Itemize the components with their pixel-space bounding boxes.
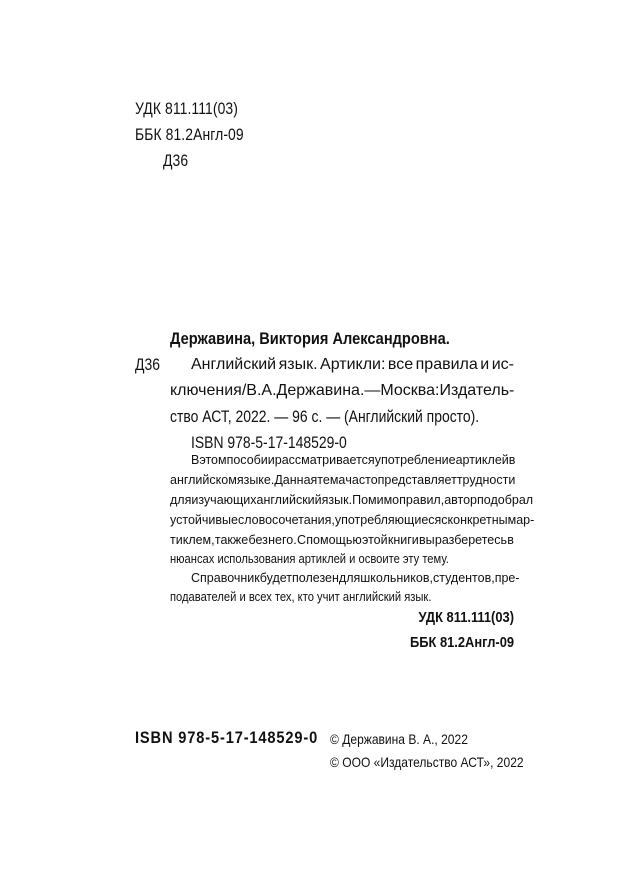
word: В [191,453,200,467]
word: правил, [399,493,445,507]
word: него. [268,533,297,547]
word: — [364,382,381,399]
word: Справочник [191,571,260,585]
word: Москва [380,382,436,399]
word: разберетесь [434,533,507,547]
abstract-line: подавателей и всех тех, кто учит английский язык. [170,589,432,604]
word: ар- [516,513,535,527]
word: Издатель- [439,382,515,399]
abstract-line [170,532,514,548]
catalog-isbn: ISBN 978-5-17-148529-0 [191,433,347,452]
word: тема [317,473,346,487]
catalog-line-3: ство АСТ, 2022. — 96 с. — (Английский просто). [170,407,480,426]
word: часто [345,473,378,487]
footer-isbn: ISBN 978-5-17-148529-0 [135,728,319,747]
classification-udk: УДК 811.111(03) [418,609,514,626]
word: также [214,533,249,547]
word: трудности [456,473,516,487]
word: употребление [374,453,456,467]
word: для [338,571,361,585]
word: английском [170,473,237,487]
word: словосочетания, [237,513,335,527]
word: без [248,533,268,547]
header-bbk: ББК 81.2Англ-09 [135,125,244,144]
word: правила [415,356,478,373]
word: Артикли: [320,356,386,373]
word: студентов, [432,571,495,585]
copyright-publisher: © ООО «Издательство АСТ», 2022 [330,754,524,770]
word: подобрал [477,493,534,507]
abstract-line [170,472,514,488]
abstract-line [191,570,520,586]
word: В.А. [246,382,277,399]
word: этом [199,453,227,467]
word: рассматривается [274,453,375,467]
word: книги [387,533,419,547]
catalog-line-1 [191,355,514,375]
header-udk: УДК 811.111(03) [135,99,238,118]
word: : [435,382,440,399]
abstract-line: нюансах использования артиклей и освоите эту тему. [170,551,449,566]
abstract-line [170,492,534,508]
word: устойчивые [170,513,238,527]
word: в [508,453,516,467]
word: для [170,493,192,507]
word: английский [256,493,322,507]
word: конкретным [447,513,517,527]
word: помощью [306,533,362,547]
word: школьников, [360,571,433,585]
classification-bbk: ББК 81.2Англ-09 [409,634,514,651]
word: тиклем, [170,533,215,547]
word: с [441,513,448,527]
catalog-author: Державина, Виктория Александровна. [170,329,450,348]
word: язык. [321,493,353,507]
word: употребляющиеся [334,513,442,527]
word: автор [444,493,478,507]
word: ис- [491,356,514,373]
word: Английский [191,356,277,373]
word: / [241,382,247,399]
word: и [480,356,490,373]
word: пре- [494,571,520,585]
word: Данная [274,473,318,487]
catalog-line-2 [170,381,514,401]
word: вы [419,533,435,547]
word: С [296,533,307,547]
word: ключения [170,382,242,399]
catalog-code: Д36 [135,355,160,374]
word: этой [361,533,388,547]
copyright-author: © Державина В. А., 2022 [330,731,468,747]
word: пособии [226,453,275,467]
word: все [387,356,414,373]
header-author-code: Д36 [163,151,189,170]
word: языке. [236,473,275,487]
abstract-line [191,452,514,468]
word: будет [259,571,293,585]
word: в [507,533,514,547]
word: представляет [377,473,457,487]
abstract-line [170,512,535,528]
word: полезен [292,571,339,585]
word: Державина. [276,382,365,399]
word: изучающих [191,493,257,507]
word: язык. [278,356,318,373]
word: Помимо [352,493,400,507]
word: артиклей [455,453,509,467]
